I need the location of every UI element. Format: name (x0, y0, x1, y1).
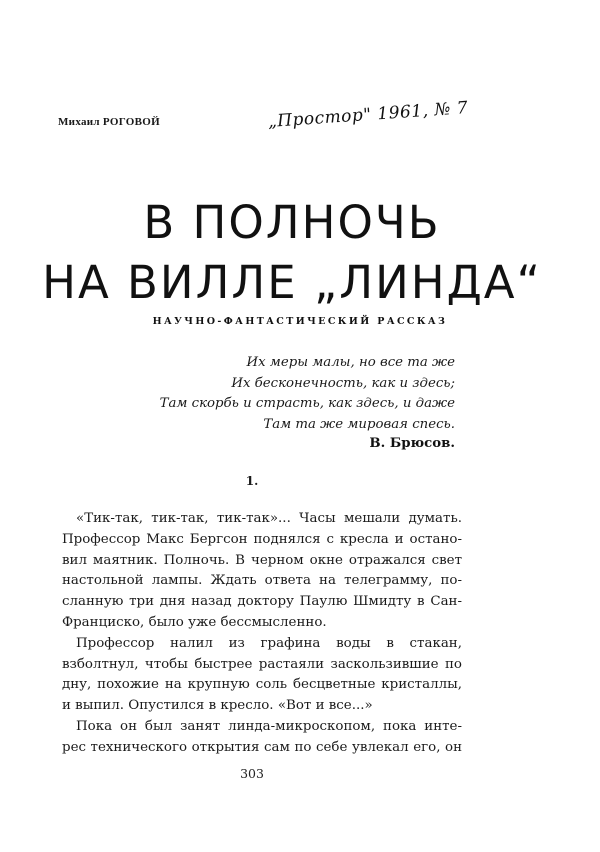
epigraph-line: Их меры малы, но все та же (246, 355, 455, 370)
text-line: и выпил. Опустился в кресло. «Вот и все...» (62, 698, 373, 714)
text-line: рес технического открытия сам по себе увлекал его, он (62, 739, 462, 755)
chapter-number: 1. (245, 474, 259, 488)
epigraph-line: Там скорбь и страсть, как здесь, и даже (159, 396, 455, 411)
handwritten-source-note: „Простор" 1961, № 7 (267, 98, 469, 132)
text-line: настольной лампы. Ждать ответа на телеграмму, по- (62, 573, 462, 589)
text-line: взболтнул, чтобы быстрее растаяли заскользившие по (62, 656, 462, 672)
page-number: 303 (240, 766, 264, 781)
epigraph (160, 353, 455, 435)
story-title-line-2: НА ВИЛЛЕ „ЛИНДА“ (42, 256, 542, 309)
story-title-line-1: В ПОЛНОЧЬ (143, 196, 441, 249)
text-line: «Тик-так, тик-так, тик-так»... Часы мешали думать. (76, 511, 462, 526)
text-line: дну, похожие на крупную соль бесцветные кристаллы, (62, 677, 462, 693)
text-line: Профессор Макс Бергсон поднялся с кресла и остано- (62, 531, 462, 547)
epigraph-line: Их бесконечность, как и здесь; (231, 375, 455, 391)
text-line: Франциско, было уже бессмысленно. (62, 614, 327, 630)
chapter-body (62, 509, 462, 759)
text-line: вил маятник. Полночь. В черном окне отражался свет (62, 552, 462, 568)
epigraph-author: В. Брюсов. (369, 436, 455, 451)
epigraph-line: Там та же мировая спесь. (263, 416, 455, 432)
text-line: Пока он был занят линда-микроскопом, пока инте- (76, 718, 462, 734)
author-name: Михаил РОГОВОЙ (58, 116, 160, 128)
text-line: сланную три дня назад доктору Паулю Шмидту в Сан- (62, 594, 462, 610)
story-subtitle: НАУЧНО-ФАНТАСТИЧЕСКИЙ РАССКАЗ (152, 316, 448, 327)
text-line: Профессор налил из графина воды в стакан, (76, 635, 462, 651)
